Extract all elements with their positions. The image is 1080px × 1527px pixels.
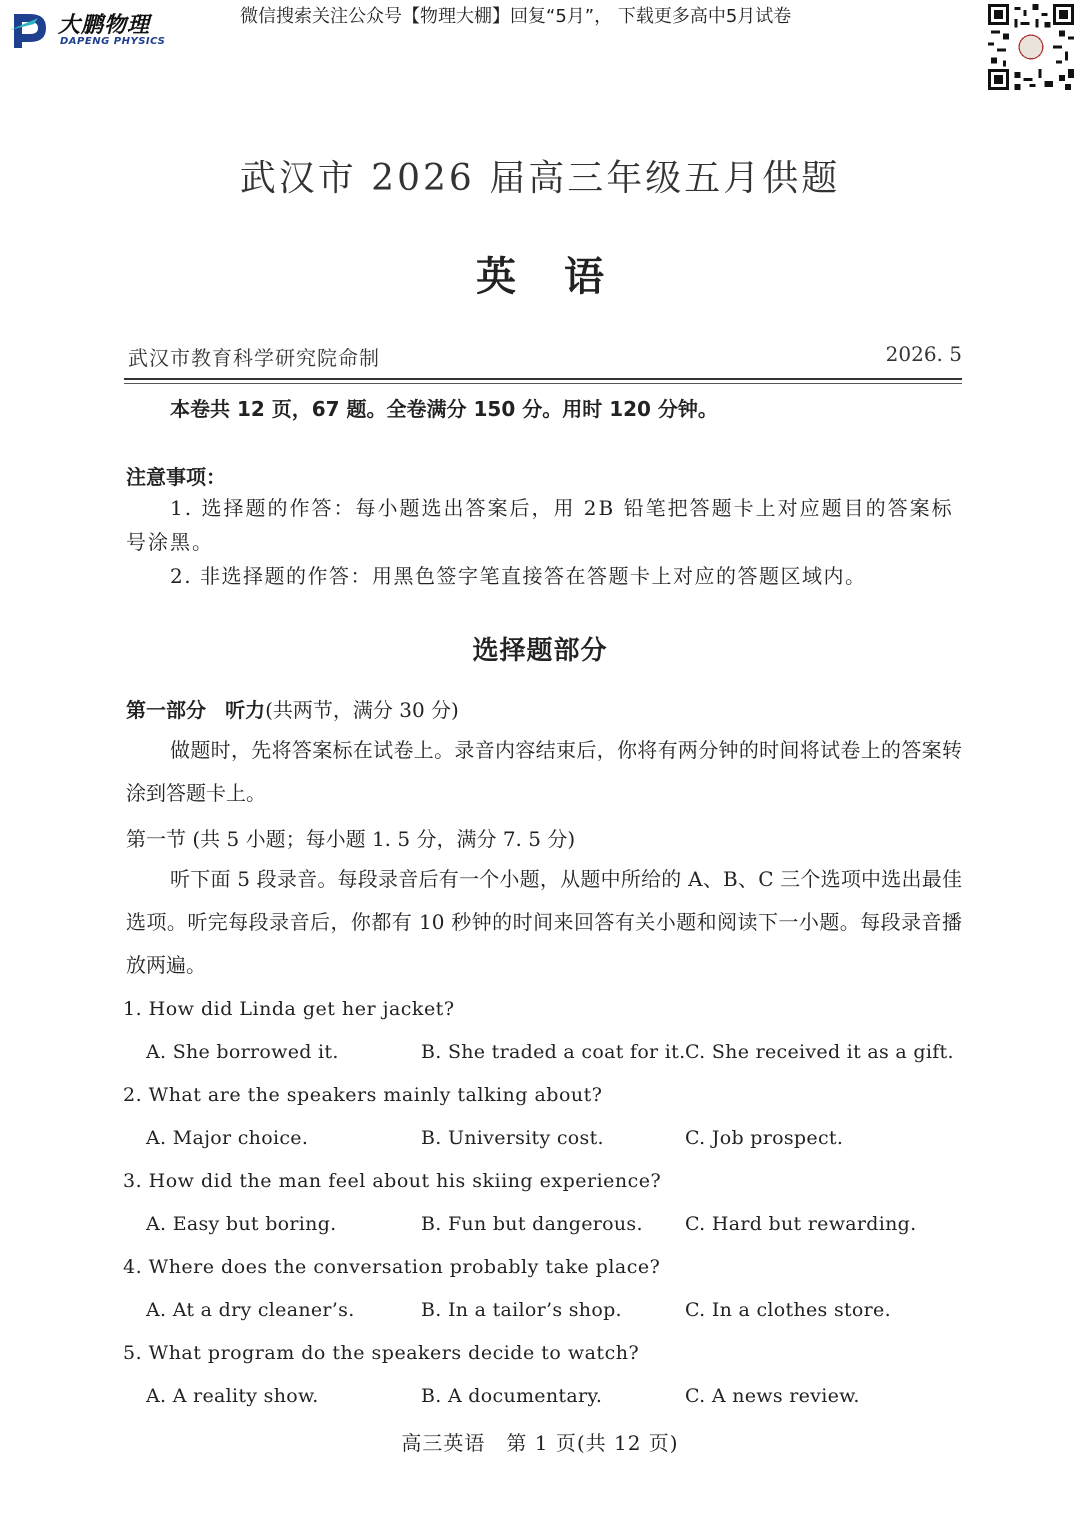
part-info: (共两节，满分 30 分) xyxy=(265,698,459,722)
notice-heading: 注意事项： xyxy=(126,465,226,489)
exam-summary: 本卷共 12 页，67 题。全卷满分 150 分。用时 120 分钟。 xyxy=(170,397,718,421)
part-label: 第一部分 xyxy=(126,698,206,722)
subject-title: 英语 xyxy=(476,253,652,300)
header-rule-thin xyxy=(124,383,962,384)
option-a: A. Easy but boring. xyxy=(146,1213,337,1235)
header-rule xyxy=(124,378,962,380)
dapeng-logo-icon xyxy=(8,8,52,52)
option-a: A. A reality show. xyxy=(146,1385,319,1407)
notice-item-2: 2. 非选择题的作答：用黑色签字笔直接答在答题卡上对应的答题区域内。 xyxy=(170,564,867,588)
exam-date: 2026. 5 xyxy=(885,342,962,366)
logo-text-cn: 大鹏物理 xyxy=(58,13,151,38)
notice-item-1-cont: 号涂黑。 xyxy=(126,530,214,554)
option-b: B. Fun but dangerous. xyxy=(421,1213,643,1235)
question-stem: 1. How did Linda get her jacket? xyxy=(123,998,455,1020)
option-c: C. She received it as a gift. xyxy=(685,1041,954,1063)
option-c: C. In a clothes store. xyxy=(685,1299,891,1321)
brand-logo xyxy=(4,4,174,56)
question-stem: 3. How did the man feel about his skiing experience? xyxy=(123,1170,662,1192)
option-b: B. She traded a coat for it. xyxy=(421,1041,686,1063)
issuer: 武汉市教育科学研究院命制 xyxy=(128,346,380,370)
page-footer: 高三英语 第 1 页(共 12 页) xyxy=(401,1431,679,1455)
question-stem: 2. What are the speakers mainly talking about? xyxy=(123,1084,603,1106)
option-c: C. Job prospect. xyxy=(685,1127,844,1149)
option-b: B. A documentary. xyxy=(421,1385,603,1407)
option-a: A. Major choice. xyxy=(146,1127,309,1149)
option-a: A. She borrowed it. xyxy=(146,1041,339,1063)
part-heading xyxy=(126,694,459,723)
promo-note: 微信搜索关注公众号【物理大棚】回复“5月”， 下载更多高中5月试卷 xyxy=(240,6,792,27)
qr-code-icon xyxy=(988,4,1074,90)
section1-heading: 第一节 (共 5 小题；每小题 1. 5 分，满分 7. 5 分) xyxy=(126,827,576,851)
option-a: A. At a dry cleaner’s. xyxy=(146,1299,355,1321)
part-name: 听力 xyxy=(225,698,266,722)
section1-instruction: 听下面 5 段录音。每段录音后有一个小题，从题中所给的 A、B、C 三个选项中选出最佳选项。听完每段录音后，你都有 10 秒钟的时间来回答有关小题和阅读下一小题。每段录音播放两遍。 xyxy=(126,867,962,977)
question-stem: 4. Where does the conversation probably take place? xyxy=(123,1256,661,1278)
section-title: 选择题部分 xyxy=(472,636,608,666)
exam-title: 武汉市 2026 届高三年级五月供题 xyxy=(239,158,841,199)
option-b: B. University cost. xyxy=(421,1127,604,1149)
option-b: B. In a tailor’s shop. xyxy=(421,1299,622,1321)
question-stem: 5. What program do the speakers decide to watch? xyxy=(123,1342,640,1364)
part-instruction: 做题时，先将答案标在试卷上。录音内容结束后，你将有两分钟的时间将试卷上的答案转涂到答题卡上。 xyxy=(126,738,962,805)
notice-item-1: 1. 选择题的作答：每小题选出答案后，用 2B 铅笔把答题卡上对应题目的答案标 xyxy=(170,496,954,520)
option-c: C. Hard but rewarding. xyxy=(685,1213,917,1235)
option-c: C. A news review. xyxy=(685,1385,860,1407)
logo-text-en: DAPENG PHYSICS xyxy=(60,36,166,47)
